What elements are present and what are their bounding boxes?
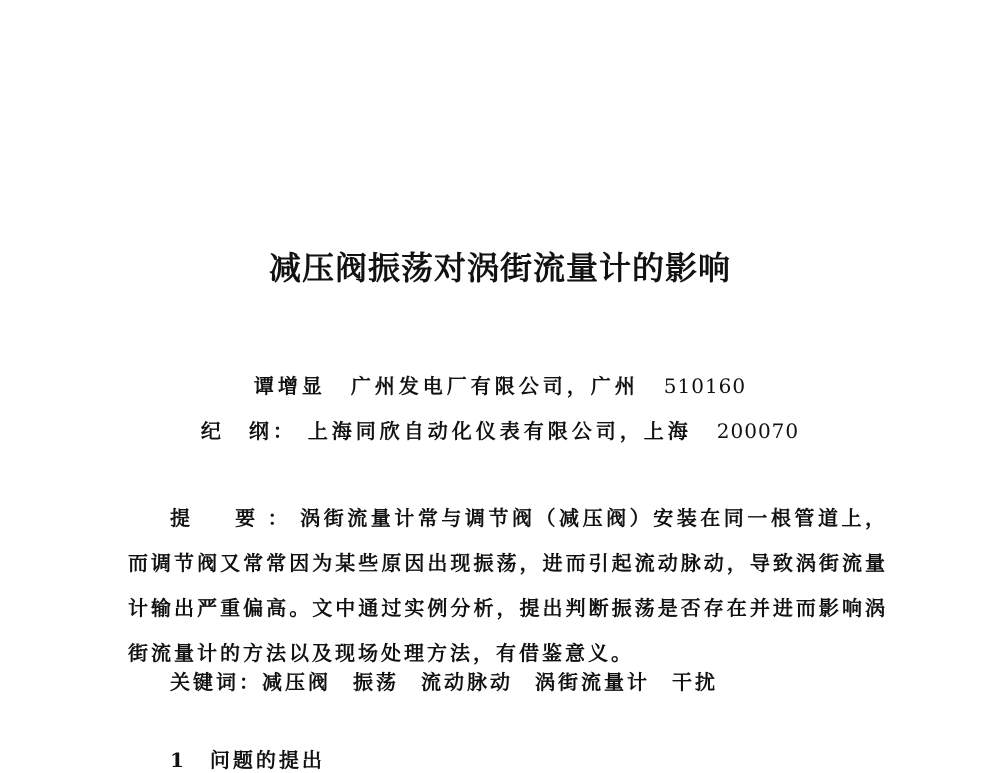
section-heading: 1 问题的提出 <box>170 748 325 772</box>
keyword: 流动脉动 <box>421 670 513 694</box>
author-name: 谭增显 <box>253 374 326 398</box>
author-line-2 <box>0 415 1000 444</box>
author-affiliation: 广州发电厂有限公司，广州 <box>350 374 639 398</box>
keyword: 振荡 <box>353 670 399 694</box>
author-line-1 <box>0 370 1000 399</box>
paper-title: 减压阀振荡对涡街流量计的影响 <box>268 249 731 287</box>
abstract-label: 提 要： <box>170 506 301 530</box>
keyword: 干扰 <box>672 670 718 694</box>
keywords-label: 关键词： <box>170 670 262 694</box>
author-name: 纪 纲： <box>200 419 297 443</box>
author-affiliation: 上海同欣自动化仪表有限公司，上海 <box>307 419 692 443</box>
keyword: 涡街流量计 <box>535 670 650 694</box>
keyword: 减压阀 <box>262 670 331 694</box>
keywords <box>170 666 740 695</box>
abstract <box>128 496 888 676</box>
abstract-text: 涡街流量计常与调节阀（减压阀）安装在同一根管道上，而调节阀又常常因为某些原因出现振荡，进而引起流动脉动，导致涡街流量计输出严重偏高。文中通过实例分析，提出判断振荡是否存在并进而影响涡街流量计的方法以及现场处理方法，有借鉴意义。 <box>128 506 889 665</box>
author-zip: 510160 <box>663 374 747 398</box>
author-zip: 200070 <box>716 419 800 443</box>
